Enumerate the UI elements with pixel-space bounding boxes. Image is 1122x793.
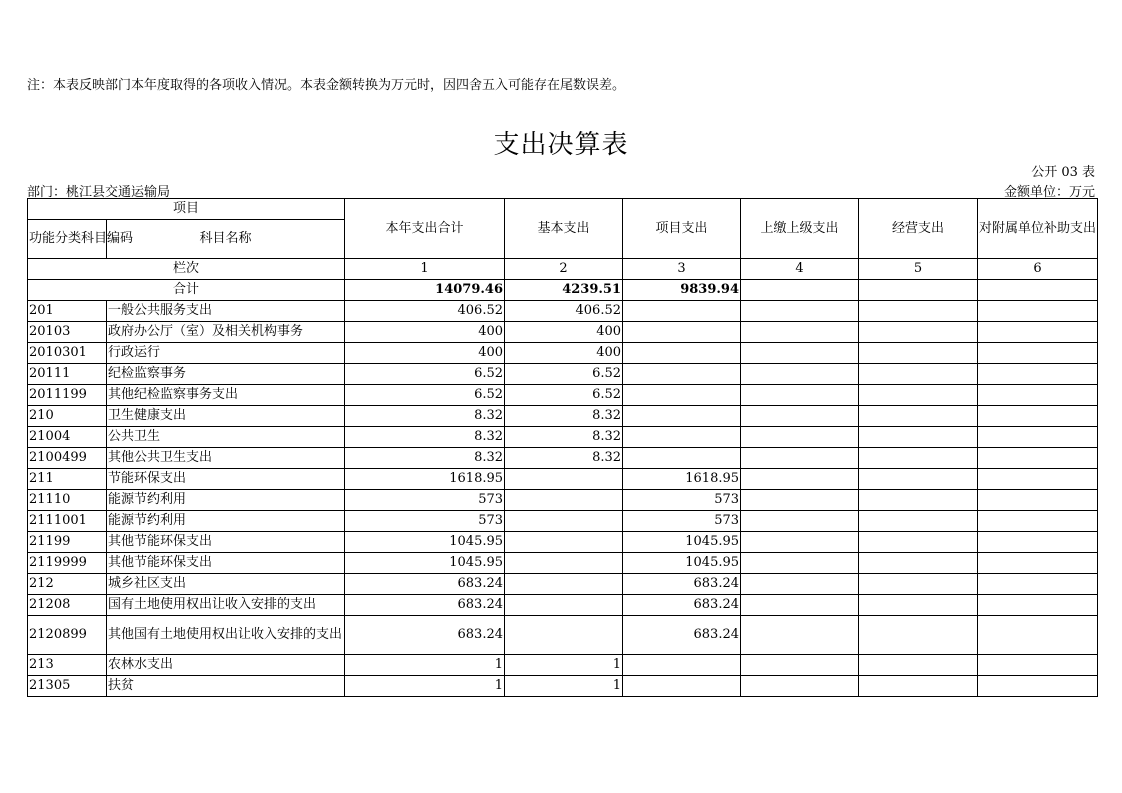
row-name: 城乡社区支出 — [107, 574, 345, 595]
row-basic — [505, 490, 623, 511]
header-row-1 — [28, 199, 1098, 220]
row-name: 农林水支出 — [107, 655, 345, 676]
row-operating — [859, 532, 978, 553]
col-num-1: 1 — [345, 259, 505, 280]
row-project: 683.24 — [623, 574, 741, 595]
summary-project: 9839.94 — [623, 280, 741, 301]
header-operating: 经营支出 — [859, 199, 978, 259]
row-upper — [741, 406, 859, 427]
row-total: 573 — [345, 511, 505, 532]
summary-total: 14079.46 — [345, 280, 505, 301]
column-label: 栏次 — [28, 259, 345, 280]
row-basic — [505, 553, 623, 574]
row-operating — [859, 595, 978, 616]
row-total: 8.32 — [345, 448, 505, 469]
row-operating — [859, 574, 978, 595]
row-subsidy — [978, 574, 1098, 595]
row-name: 行政运行 — [107, 343, 345, 364]
row-operating — [859, 343, 978, 364]
header-subsidy: 对附属单位补助支出 — [978, 199, 1098, 259]
col-num-2: 2 — [505, 259, 623, 280]
header-subject-name: 科目名称 — [107, 220, 345, 259]
row-project — [623, 364, 741, 385]
table-row — [28, 553, 1098, 574]
row-total: 6.52 — [345, 385, 505, 406]
row-upper — [741, 595, 859, 616]
row-project — [623, 448, 741, 469]
table-row — [28, 532, 1098, 553]
table-row — [28, 469, 1098, 490]
row-subsidy — [978, 301, 1098, 322]
col-num-3: 3 — [623, 259, 741, 280]
col-num-6: 6 — [978, 259, 1098, 280]
row-basic: 6.52 — [505, 385, 623, 406]
row-upper — [741, 553, 859, 574]
col-num-5: 5 — [859, 259, 978, 280]
row-project: 573 — [623, 490, 741, 511]
row-total: 573 — [345, 490, 505, 511]
row-total: 1 — [345, 676, 505, 697]
row-operating — [859, 364, 978, 385]
row-basic — [505, 532, 623, 553]
row-upper — [741, 448, 859, 469]
row-code: 21208 — [28, 595, 107, 616]
row-basic: 406.52 — [505, 301, 623, 322]
row-code: 2111001 — [28, 511, 107, 532]
row-code: 2120899 — [28, 616, 107, 655]
row-basic: 400 — [505, 343, 623, 364]
table-row — [28, 490, 1098, 511]
row-name: 其他公共卫生支出 — [107, 448, 345, 469]
row-subsidy — [978, 427, 1098, 448]
row-code: 201 — [28, 301, 107, 322]
row-total: 683.24 — [345, 616, 505, 655]
header-upper: 上缴上级支出 — [741, 199, 859, 259]
row-basic — [505, 595, 623, 616]
row-code: 212 — [28, 574, 107, 595]
row-upper — [741, 655, 859, 676]
row-upper — [741, 511, 859, 532]
row-total: 683.24 — [345, 595, 505, 616]
table-row — [28, 676, 1098, 697]
summary-row — [28, 280, 1098, 301]
table-row — [28, 406, 1098, 427]
row-name: 能源节约利用 — [107, 511, 345, 532]
row-name: 其他节能环保支出 — [107, 532, 345, 553]
department-label: 部门：桃江县交通运输局 — [27, 185, 171, 200]
row-code: 20103 — [28, 322, 107, 343]
row-operating — [859, 427, 978, 448]
row-project: 573 — [623, 511, 741, 532]
row-upper — [741, 490, 859, 511]
row-operating — [859, 448, 978, 469]
row-project: 1045.95 — [623, 532, 741, 553]
row-total: 400 — [345, 343, 505, 364]
row-total: 1045.95 — [345, 553, 505, 574]
row-operating — [859, 655, 978, 676]
row-upper — [741, 532, 859, 553]
summary-operating — [859, 280, 978, 301]
row-upper — [741, 385, 859, 406]
summary-basic: 4239.51 — [505, 280, 623, 301]
row-total: 400 — [345, 322, 505, 343]
row-code: 2011199 — [28, 385, 107, 406]
row-basic — [505, 616, 623, 655]
row-basic — [505, 511, 623, 532]
row-basic — [505, 574, 623, 595]
row-project — [623, 322, 741, 343]
row-total: 8.32 — [345, 427, 505, 448]
row-basic: 8.32 — [505, 427, 623, 448]
col-num-4: 4 — [741, 259, 859, 280]
row-total: 406.52 — [345, 301, 505, 322]
row-name: 其他纪检监察事务支出 — [107, 385, 345, 406]
row-project — [623, 676, 741, 697]
row-upper — [741, 322, 859, 343]
row-basic: 1 — [505, 676, 623, 697]
table-note: 注：本表反映部门本年度取得的各项收入情况。本表金额转换为万元时，因四舍五入可能存在尾数误差。 — [27, 78, 626, 93]
row-basic: 8.32 — [505, 448, 623, 469]
row-subsidy — [978, 511, 1098, 532]
header-total: 本年支出合计 — [345, 199, 505, 259]
row-basic: 6.52 — [505, 364, 623, 385]
row-operating — [859, 322, 978, 343]
row-name: 其他节能环保支出 — [107, 553, 345, 574]
row-code: 2119999 — [28, 553, 107, 574]
row-basic: 400 — [505, 322, 623, 343]
row-operating — [859, 469, 978, 490]
row-name: 一般公共服务支出 — [107, 301, 345, 322]
row-total: 1045.95 — [345, 532, 505, 553]
row-subsidy — [978, 553, 1098, 574]
page-title: 支出决算表 — [493, 130, 629, 160]
summary-upper — [741, 280, 859, 301]
row-operating — [859, 301, 978, 322]
row-project: 1618.95 — [623, 469, 741, 490]
table-row — [28, 655, 1098, 676]
row-upper — [741, 469, 859, 490]
row-operating — [859, 511, 978, 532]
row-upper — [741, 616, 859, 655]
row-subsidy — [978, 532, 1098, 553]
row-project: 1045.95 — [623, 553, 741, 574]
table-row — [28, 385, 1098, 406]
row-upper — [741, 301, 859, 322]
row-total: 1618.95 — [345, 469, 505, 490]
row-code: 211 — [28, 469, 107, 490]
row-subsidy — [978, 364, 1098, 385]
row-project — [623, 655, 741, 676]
row-project: 683.24 — [623, 595, 741, 616]
row-upper — [741, 676, 859, 697]
row-upper — [741, 343, 859, 364]
row-name: 国有土地使用权出让收入安排的支出 — [107, 595, 345, 616]
row-subsidy — [978, 469, 1098, 490]
row-name: 扶贫 — [107, 676, 345, 697]
row-project — [623, 301, 741, 322]
row-basic: 1 — [505, 655, 623, 676]
header-project: 项目 — [28, 199, 345, 220]
row-operating — [859, 406, 978, 427]
row-code: 210 — [28, 406, 107, 427]
row-upper — [741, 574, 859, 595]
row-operating — [859, 616, 978, 655]
table-row — [28, 448, 1098, 469]
column-number-row — [28, 259, 1098, 280]
row-subsidy — [978, 595, 1098, 616]
table-row — [28, 343, 1098, 364]
row-name: 节能环保支出 — [107, 469, 345, 490]
row-name: 公共卫生 — [107, 427, 345, 448]
table-row — [28, 427, 1098, 448]
row-name: 能源节约利用 — [107, 490, 345, 511]
row-project: 683.24 — [623, 616, 741, 655]
row-subsidy — [978, 676, 1098, 697]
row-total: 1 — [345, 655, 505, 676]
summary-subsidy — [978, 280, 1098, 301]
table-row — [28, 364, 1098, 385]
row-subsidy — [978, 385, 1098, 406]
row-operating — [859, 676, 978, 697]
row-subsidy — [978, 616, 1098, 655]
row-basic — [505, 469, 623, 490]
row-subsidy — [978, 406, 1098, 427]
summary-label: 合计 — [28, 280, 345, 301]
table-row — [28, 322, 1098, 343]
row-upper — [741, 427, 859, 448]
header-project-expense: 项目支出 — [623, 199, 741, 259]
row-subsidy — [978, 448, 1098, 469]
header-func-code: 功能分类科目编码 — [28, 220, 107, 259]
row-name: 卫生健康支出 — [107, 406, 345, 427]
table-row — [28, 616, 1098, 655]
row-code: 20111 — [28, 364, 107, 385]
row-project — [623, 385, 741, 406]
row-code: 21305 — [28, 676, 107, 697]
row-operating — [859, 553, 978, 574]
row-subsidy — [978, 655, 1098, 676]
header-basic: 基本支出 — [505, 199, 623, 259]
row-upper — [741, 364, 859, 385]
row-code: 21004 — [28, 427, 107, 448]
row-total: 6.52 — [345, 364, 505, 385]
row-subsidy — [978, 490, 1098, 511]
row-subsidy — [978, 343, 1098, 364]
row-name: 纪检监察事务 — [107, 364, 345, 385]
table-row — [28, 301, 1098, 322]
table-row — [28, 574, 1098, 595]
expenditure-table — [27, 198, 1098, 697]
row-basic: 8.32 — [505, 406, 623, 427]
unit-label: 金额单位：万元 — [1003, 185, 1095, 200]
form-code: 公开 03 表 — [1031, 165, 1095, 180]
row-name: 政府办公厅（室）及相关机构事务 — [107, 322, 345, 343]
row-total: 683.24 — [345, 574, 505, 595]
row-project — [623, 406, 741, 427]
row-code: 21110 — [28, 490, 107, 511]
row-project — [623, 427, 741, 448]
row-subsidy — [978, 322, 1098, 343]
row-code: 213 — [28, 655, 107, 676]
table-row — [28, 511, 1098, 532]
row-operating — [859, 490, 978, 511]
row-name: 其他国有土地使用权出让收入安排的支出 — [107, 616, 345, 655]
row-code: 2010301 — [28, 343, 107, 364]
row-project — [623, 343, 741, 364]
table-row — [28, 595, 1098, 616]
row-operating — [859, 385, 978, 406]
row-code: 2100499 — [28, 448, 107, 469]
row-total: 8.32 — [345, 406, 505, 427]
row-code: 21199 — [28, 532, 107, 553]
